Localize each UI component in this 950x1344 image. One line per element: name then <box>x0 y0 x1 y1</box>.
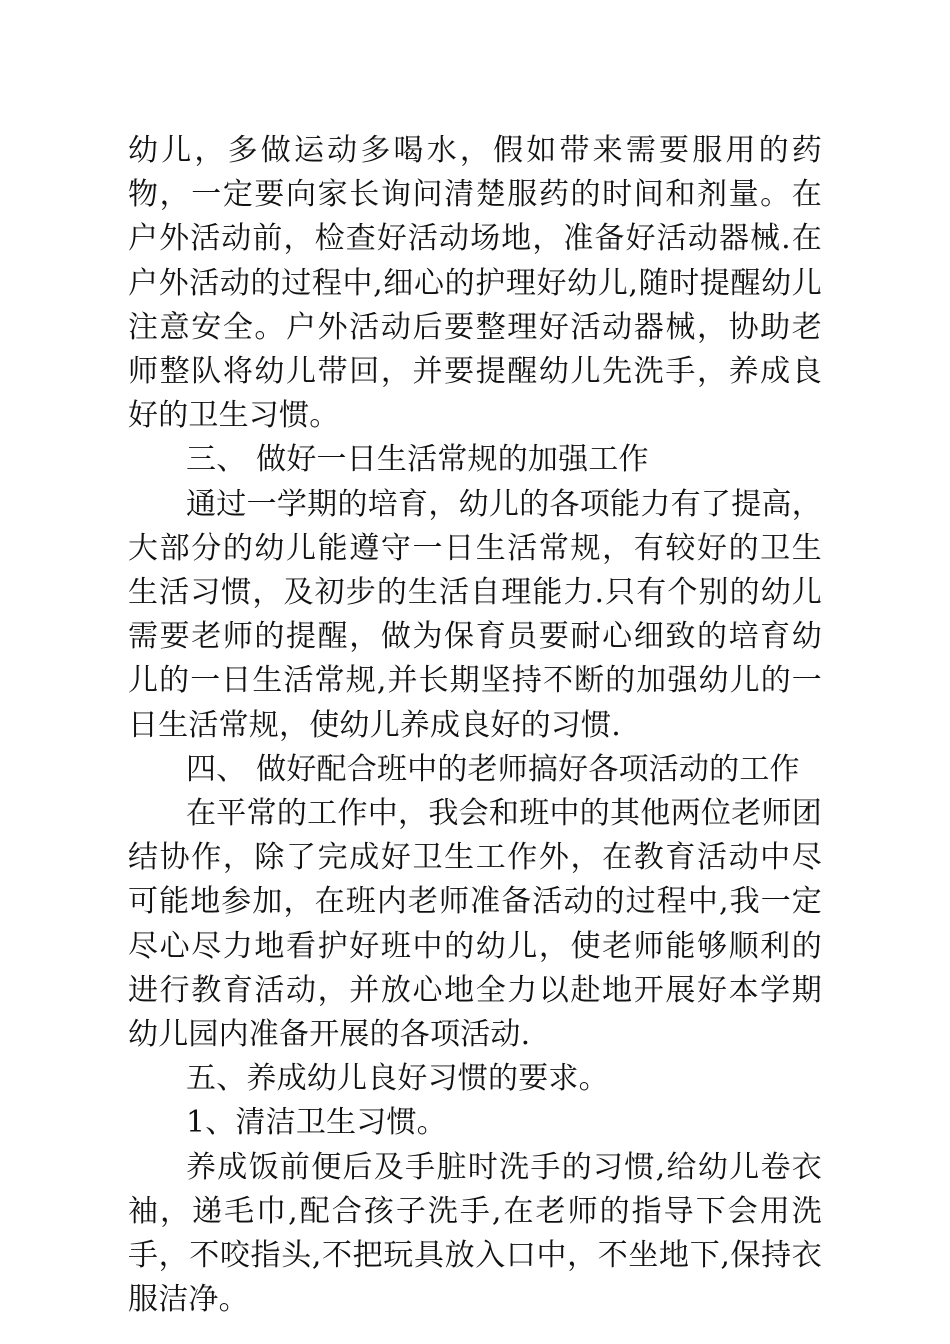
section-heading-five: 五、养成幼儿良好习惯的要求。 <box>186 1061 609 1097</box>
document-body <box>128 129 822 1322</box>
paragraph-teacher-cooperation: 在平常的工作中，我会和班中的其他两位老师团结协作，除了完成好卫生工作外，在教育活动中尽可能地参加，在班内老师准备活动的过程中,我一定尽心尽力地看护好班中的幼儿，使老师能够顺利的进行教育活动，并放心地全力以赴地开展好本学期幼儿园内准备开展的各项活动. <box>128 796 822 1053</box>
paragraph-continuation: 幼儿，多做运动多喝水，假如带来需要服用的药物，一定要向家长询问清楚服药的时间和剂量。在户外活动前，检查好活动场地，准备好活动器械.在户外活动的过程中,细心的护理好幼儿,随时提醒幼儿注意安全。户外活动后要整理好活动器械，协助老师整队将幼儿带回，并要提醒幼儿先洗手，养成良好的卫生习惯。 <box>128 133 822 434</box>
subheading-hygiene-habits: 1、清洁卫生习惯。 <box>186 1105 447 1141</box>
paragraph-daily-routine: 通过一学期的培育，幼儿的各项能力有了提高，大部分的幼儿能遵守一日生活常规，有较好的卫生生活习惯，及初步的生活自理能力.只有个别的幼儿需要老师的提醒，做为保育员要耐心细致的培育幼儿的一日生活常规,并长期坚持不断的加强幼儿的一日生活常规，使幼儿养成良好的习惯. <box>128 486 822 743</box>
section-heading-three: 三、 做好一日生活常规的加强工作 <box>186 442 649 478</box>
section-heading-four: 四、 做好配合班中的老师搞好各项活动的工作 <box>186 751 800 787</box>
paragraph-handwashing: 养成饭前便后及手脏时洗手的习惯,给幼儿卷衣袖，递毛巾,配合孩子洗手,在老师的指导下会用洗手，不咬指头,不把玩具放入口中，不坐地下,保持衣服洁净。 <box>128 1149 822 1318</box>
